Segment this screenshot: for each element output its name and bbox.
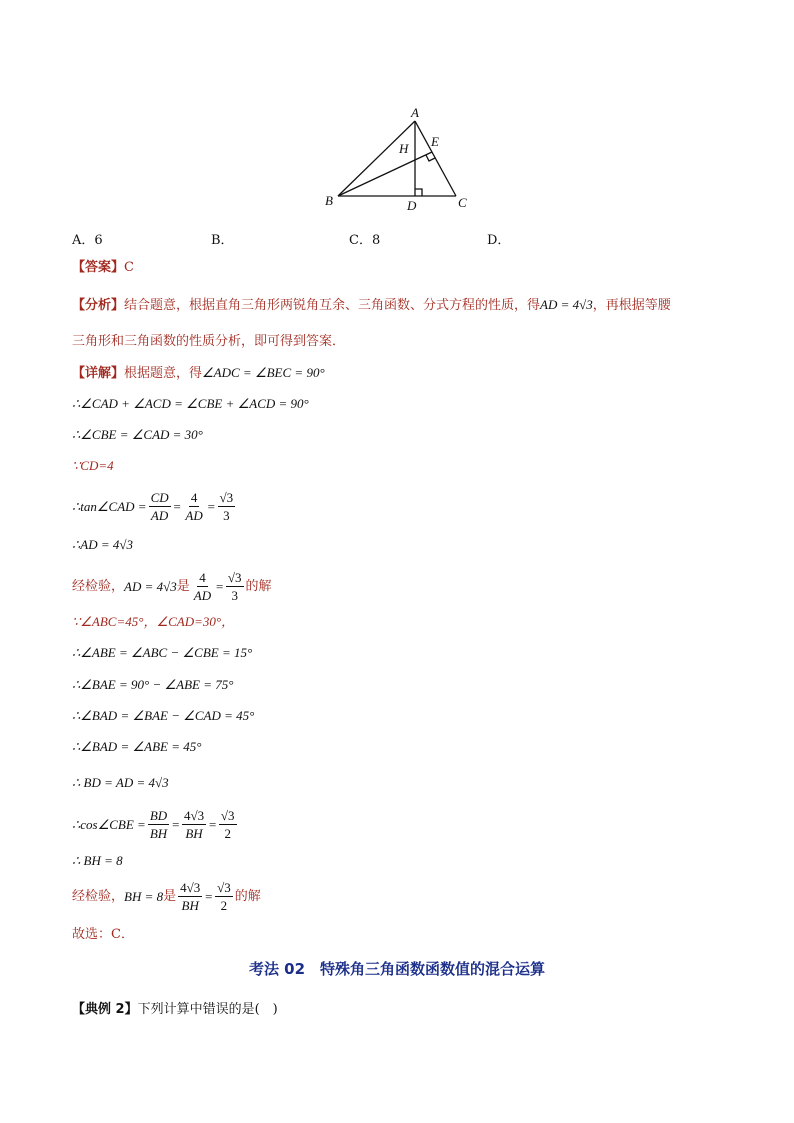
step-16-expr: BH = 8 [124,888,164,904]
fraction-4-ad-check: $\frac{4}{AD}$ [193,570,212,603]
answer-value: C [124,260,134,275]
example-2 [72,998,278,1017]
right-angle-mark-d [415,189,422,196]
detail-step-6: ∴AD = 4√3 [72,537,134,552]
analysis-text-2: ，再根据等腰 [592,298,671,313]
step-16-check: 经检验， [72,888,125,904]
fraction-bd-bh: $\frac{BD}{BH}$ [149,808,168,841]
detail-step-12: ∴∠BAD = ∠ABE = 45° [72,739,202,754]
detail-step-9: ∴∠ABE = ∠ABC − ∠CBE = 15° [72,645,253,660]
detail-step-5: ∴tan∠CAD = $\frac{CD}{AD}$ = $\frac{4}{AD}$ = $\frac{√3}{3}$ [72,490,234,523]
detail-step-2: ∴∠CAD + ∠ACD = ∠CBE + ∠ACD = 90° [72,396,309,411]
detail-step-17: 故选：C． [72,927,134,942]
detail-step-16: 经检验， BH = 8 是 $\frac{4√3}{BH}$ = $\frac{√3}{2}$ 的解 [72,880,261,913]
detail-step-11: ∴∠BAD = ∠BAE − ∠CAD = 45° [72,708,255,723]
detail-step-3: ∴∠CBE = ∠CAD = 30° [72,427,203,442]
step-14-prefix: ∴cos∠CBE = [72,816,146,832]
detail-step-8: ∵∠ABC=45°，∠CAD=30°， [72,614,235,629]
step-7-solution: 的解 [245,578,272,594]
option-d: D． [487,233,511,248]
analysis-text-1: 结合题意，根据直角三角形两锐角互余、三角函数、分式方程的性质，得 [124,298,541,313]
fraction-cd-ad: $\frac{CD}{AD}$ [150,490,169,523]
label-h: H [399,141,409,156]
triangle-figure [0,0,794,220]
step-7-expr: AD = 4√3 [124,578,177,594]
option-c: C．8 [349,233,381,248]
label-b: B [325,193,333,208]
label-c: C [458,195,467,210]
step-16-is: 是 [163,888,177,904]
detail-step-4: ∵CD=4 [72,458,114,473]
detail-step-13: ∴ BD = AD = 4√3 [72,775,169,790]
analysis-expr: AD = 4√3 [540,297,593,312]
option-b: B． [211,233,234,248]
example-tag: 【典例 2】 [72,1002,138,1017]
detail-step-15: ∴ BH = 8 [72,853,123,868]
fraction-4sqrt3-bh: $\frac{4√3}{BH}$ [183,808,205,841]
fraction-sqrt3-3-check: $\frac{√3}{3}$ [227,570,242,603]
section-heading: 考法 02 特殊角三角函数函数值的混合运算 [248,960,546,978]
segment-ab [338,121,415,196]
answer-line [72,259,134,277]
detail-step-10: ∴∠BAE = 90° − ∠ABE = 75° [72,677,234,692]
step-16-solution: 的解 [234,888,261,904]
fraction-4-ad: $\frac{4}{AD}$ [185,490,203,523]
detail-step-1: ∠ADC = ∠BEC = 90° [202,365,325,380]
example-text: 下列计算中错误的是( ) [137,1002,278,1017]
answer-tag: 【答案】 [72,260,125,275]
label-d: D [407,198,417,213]
label-a: A [411,105,419,120]
analysis-line-2: 三角形和三角函数的性质分析，即可得到答案． [72,334,346,349]
option-a: A．6 [72,233,103,248]
detail-step-7: 经检验， AD = 4√3 是 $\frac{4}{AD}$ = $\frac{√3}{3}$ 的解 [72,570,272,603]
step-7-is: 是 [176,578,190,594]
segment-ac [415,121,456,196]
fraction-sqrt3-2-check: $\frac{√3}{2}$ [217,880,231,913]
analysis-line-1 [72,296,671,315]
detail-intro: 根据题意，得 [124,366,203,381]
label-e: E [431,134,439,149]
fraction-4sqrt3-bh-check: $\frac{4√3}{BH}$ [180,880,201,913]
step-5-prefix: ∴tan∠CAD = [72,498,147,514]
fraction-sqrt3-2: $\frac{√3}{2}$ [220,808,235,841]
analysis-tag: 【分析】 [72,298,125,313]
detail-line-1 [72,364,325,383]
detail-step-14: ∴cos∠CBE = $\frac{BD}{BH}$ = $\frac{4√3}{BH}$ = $\frac{√3}{2}$ [72,808,235,841]
detail-tag: 【详解】 [72,366,125,381]
step-7-check: 经检验， [72,578,125,594]
fraction-sqrt3-3: $\frac{√3}{3}$ [219,490,234,523]
